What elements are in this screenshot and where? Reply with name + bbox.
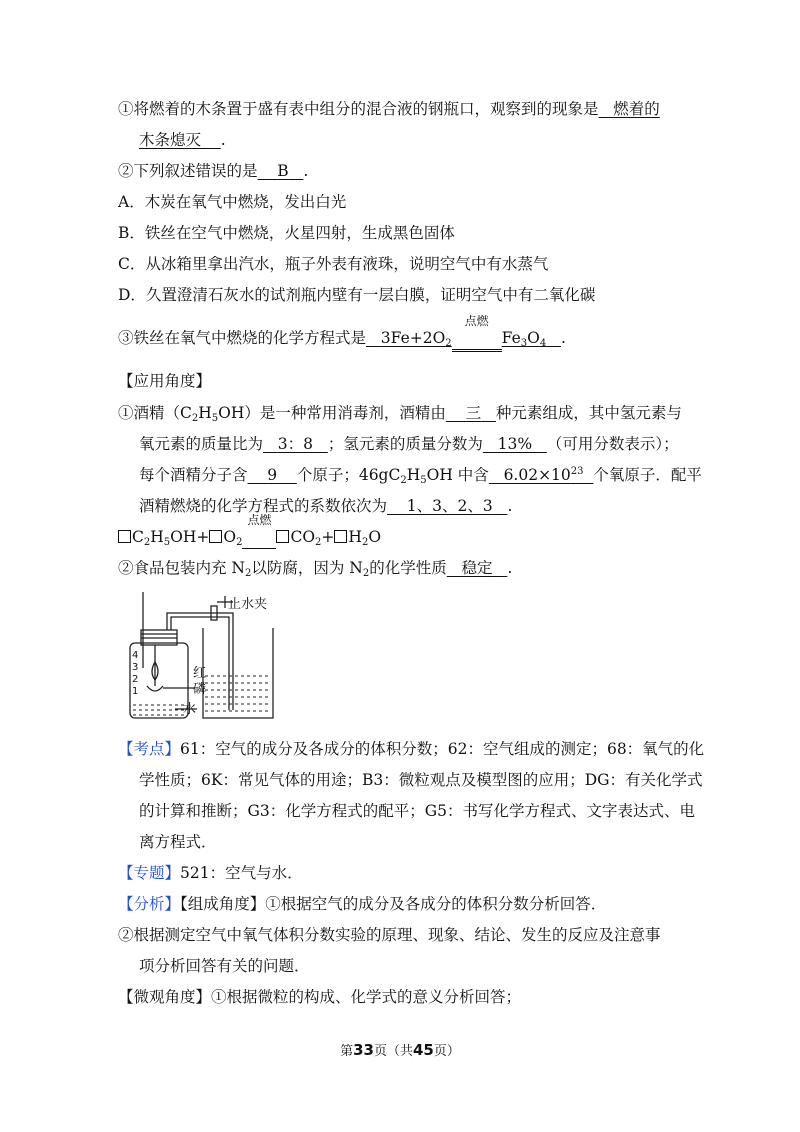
- q2-text: ②下列叙述错误的是: [118, 162, 258, 180]
- application-line-1: [118, 402, 682, 424]
- eq-sub: 2: [236, 537, 243, 548]
- kaodian-line-1: [118, 738, 704, 760]
- q3-text: ③铁丝在氧气中燃烧的化学方程式是: [118, 329, 367, 347]
- scale-mark: 2: [132, 674, 139, 685]
- coefficient-box: [334, 530, 347, 543]
- application-line-4: [139, 495, 512, 517]
- fenxi-line-2: ②根据测定空气中氧气体积分数实验的原理、现象、结论、发生的反应及注意事: [118, 926, 661, 944]
- page-footer: [0, 1040, 800, 1059]
- app-l2-ans2: 13%: [497, 435, 533, 453]
- q3-rhs: Fe: [501, 329, 521, 347]
- app-sub: 5: [211, 413, 219, 424]
- eq-d: O: [223, 528, 237, 546]
- zhuanti-tag: 【专题】: [118, 864, 181, 882]
- app-sub: 2: [362, 568, 370, 579]
- coefficient-box: [118, 530, 131, 543]
- q1-answer-part1: [599, 100, 660, 118]
- q2-end: .: [303, 162, 309, 180]
- q1-answer-b: 木条熄灭: [139, 131, 202, 149]
- app-l4-a: 酒精燃烧的化学方程式的系数依次为: [139, 497, 388, 515]
- app-l3-e: 个氧原子．配平: [593, 466, 702, 484]
- app-answer-atoms: [248, 466, 297, 484]
- eq-a: C: [132, 528, 144, 546]
- eq-sub: 5: [163, 537, 171, 548]
- eq-sub: 2: [315, 537, 322, 548]
- question-2-line: [118, 160, 308, 182]
- app-q2-a: ②食品包装内充 N: [118, 559, 245, 577]
- q3-condition: 点燃: [464, 314, 489, 328]
- ethanol-combustion-equation: [118, 513, 382, 549]
- app-l4-end: .: [507, 497, 513, 515]
- eq-sub: 2: [143, 537, 151, 548]
- app-l3-c: H: [406, 466, 421, 484]
- kaodian-tag: 【考点】: [118, 740, 181, 758]
- app-l1-ans: 三: [465, 404, 482, 422]
- footer-mid: 页（共: [373, 1044, 413, 1059]
- app-answer-fraction: [483, 435, 547, 453]
- q3-lhs-sub: 2: [445, 338, 452, 349]
- scale-mark: 4: [132, 650, 139, 661]
- app-answer-elements: [446, 404, 496, 422]
- app-sub: 2: [191, 413, 199, 424]
- app-l3-b: 个原子；46gC: [296, 466, 401, 484]
- kaodian-line-4: 离方程式．: [139, 833, 217, 851]
- app-l3-d: OH 中含: [426, 466, 489, 484]
- q1-answer-a: 燃着的: [613, 100, 660, 118]
- clamp-label: 止水夹: [228, 597, 268, 612]
- page-number: 33: [353, 1041, 374, 1059]
- zhuanti-line: [118, 862, 303, 884]
- app-answer-ratio: [263, 435, 328, 453]
- app-l3-exp: 23: [570, 466, 584, 477]
- q3-rhs-mid: O: [527, 329, 540, 347]
- scale-mark: 3: [132, 662, 139, 673]
- eq-f: +: [321, 528, 335, 546]
- eq-h: O: [368, 528, 382, 546]
- zhuanti-text: 521：空气与水．: [180, 864, 303, 882]
- apparatus-diagram: [125, 588, 285, 728]
- app-answer-oxygen-atoms: [489, 466, 594, 484]
- q3-equation: [366, 314, 561, 349]
- app-sub: 2: [245, 568, 252, 579]
- footer-pre: 第: [340, 1044, 354, 1059]
- kaodian-text-1: 61：空气的成分及各成分的体积分数；62：空气组成的测定；68：氧气的化: [180, 740, 705, 758]
- footer-post: 页）: [433, 1044, 460, 1059]
- eq-g: H: [348, 528, 362, 546]
- app-l1-c: OH）是一种常用消毒剂，酒精由: [218, 404, 446, 422]
- question-3-line: [118, 314, 566, 352]
- app-l2-a: 氧元素的质量比为: [139, 435, 264, 453]
- q1-text: ①将燃着的木条置于盛有表中组分的混合液的钢瓶口，观察到的现象是: [118, 100, 599, 118]
- fenxi-tag: 【分析】: [118, 895, 181, 913]
- question-1-line-2: [139, 129, 226, 151]
- q3-lhs: 3Fe+2O: [380, 329, 446, 347]
- app-l1-d: 种元素组成，其中氢元素与: [495, 404, 682, 422]
- app-q2-b: 以防腐，因为 N: [251, 559, 363, 577]
- app-q2-ans: 稳定: [461, 559, 493, 577]
- app-answer-stable: [447, 559, 508, 577]
- app-q2-c: 的化学性质: [369, 559, 447, 577]
- application-line-3: [139, 464, 702, 486]
- section-heading-application: 【应用角度】: [118, 372, 212, 390]
- option-c: C．从冰箱里拿出汽水，瓶子外表有液珠，说明空气中有水蒸气: [118, 255, 549, 273]
- option-d: D．久置澄清石灰水的试剂瓶内壁有一层白膜，证明空气中有二氧化碳: [118, 286, 596, 304]
- kaodian-line-2: 学性质；6K：常见气体的用途；B3：微粒观点及模型图的应用；DG：有关化学式: [139, 771, 703, 789]
- app-l3-ans2: 6.02×10: [503, 466, 571, 484]
- fenxi-line-1: [118, 893, 606, 915]
- q1-end: .: [220, 131, 226, 149]
- eq-c: OH+: [170, 528, 210, 546]
- q2-answer-value: B: [277, 162, 289, 180]
- app-l1-a: ①酒精（C: [118, 404, 192, 422]
- eq-condition: 点燃: [247, 513, 272, 527]
- q1-answer-part2: [139, 131, 221, 149]
- q2-answer: [258, 162, 304, 180]
- eq-condition-arrow: [242, 513, 276, 549]
- red-phosphorus-label-1: 红: [193, 666, 207, 681]
- red-phosphorus-label-2: 磷: [193, 682, 207, 697]
- coefficient-box: [209, 530, 222, 543]
- fenxi-line-4: 【微观角度】①根据微粒的构成、化学式的意义分析回答；: [118, 988, 522, 1006]
- q3-condition-arrow: [452, 314, 502, 352]
- q3-end: .: [561, 329, 566, 347]
- eq-b: H: [150, 528, 164, 546]
- app-l2-ans1: 3：8: [277, 435, 314, 453]
- eq-sub: 2: [361, 537, 369, 548]
- eq-e: CO: [290, 528, 316, 546]
- app-l3-ans1: 9: [267, 466, 278, 484]
- bottle: [130, 643, 188, 718]
- kaodian-line-3: 的计算和推断；G3：化学方程式的配平；G5：书写化学方程式、文字表达式、电: [139, 802, 695, 820]
- app-l2-b: ；氢元素的质量分数为: [327, 435, 483, 453]
- app-l4-ans: 1、3、2、3: [406, 497, 493, 515]
- app-sub: 2: [400, 475, 407, 486]
- water-label: 水: [183, 702, 197, 717]
- app-sub: 5: [420, 475, 427, 486]
- app-l3-a: 每个酒精分子含: [139, 466, 248, 484]
- q3-rhs-sub2: 4: [539, 338, 547, 349]
- application-question-2: [118, 557, 512, 579]
- question-1-line-1: [118, 98, 660, 120]
- fenxi-text-1: 【组成角度】①根据空气的成分及各成分的体积分数分析回答．: [180, 895, 607, 913]
- fenxi-line-3: 项分析回答有关的问题．: [139, 957, 310, 975]
- coefficient-box: [276, 530, 289, 543]
- app-answer-coefficients: [387, 497, 507, 515]
- app-l1-b: H: [198, 404, 212, 422]
- option-a: A．木炭在氧气中燃烧，发出白光: [118, 193, 347, 211]
- scale-mark: 1: [132, 686, 139, 697]
- app-q2-end: .: [507, 559, 513, 577]
- q3-rhs-sub1: 3: [520, 338, 528, 349]
- total-pages: 45: [413, 1041, 434, 1059]
- option-b: B．铁丝在空气中燃烧，火星四射，生成黑色固体: [118, 224, 455, 242]
- app-l2-c: （可用分数表示）；: [546, 435, 679, 453]
- application-line-2: [139, 433, 679, 455]
